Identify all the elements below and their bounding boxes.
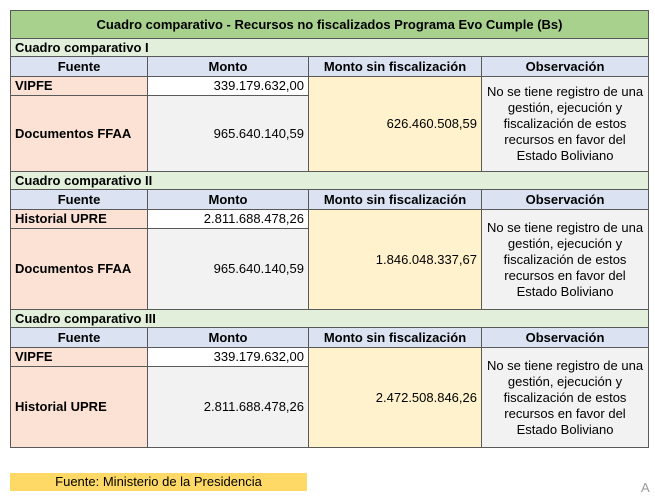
observation-cell: No se tiene registro de una gestión, ejecución y fiscalización de estos recursos en favor del Estado Boliviano bbox=[482, 348, 649, 448]
section-title: Cuadro comparativo II bbox=[11, 172, 649, 190]
header-monto: Monto bbox=[148, 190, 309, 210]
source-cell: Documentos FFAA bbox=[11, 96, 148, 172]
header-monto-sin-fiscalizacion: Monto sin fiscalización bbox=[309, 57, 482, 77]
unfiscalized-cell: 1.846.048.337,67 bbox=[309, 210, 482, 310]
header-monto: Monto bbox=[148, 328, 309, 348]
table-row bbox=[11, 210, 649, 229]
observation-cell: No se tiene registro de una gestión, ejecución y fiscalización de estos recursos en favor del Estado Boliviano bbox=[482, 77, 649, 172]
section-row bbox=[11, 39, 649, 57]
header-monto: Monto bbox=[148, 57, 309, 77]
section-row bbox=[11, 172, 649, 190]
title-row bbox=[11, 11, 649, 39]
header-row bbox=[11, 328, 649, 348]
table-title: Cuadro comparativo - Recursos no fiscalizados Programa Evo Cumple (Bs) bbox=[11, 11, 649, 39]
amount-cell: 965.640.140,59 bbox=[148, 96, 309, 172]
amount-cell: 339.179.632,00 bbox=[148, 77, 309, 96]
header-observacion: Observación bbox=[482, 328, 649, 348]
source-cell: VIPFE bbox=[11, 77, 148, 96]
source-cell: Historial UPRE bbox=[11, 210, 148, 229]
header-fuente: Fuente bbox=[11, 328, 148, 348]
resize-grip-icon[interactable]: A bbox=[641, 480, 650, 495]
header-fuente: Fuente bbox=[11, 190, 148, 210]
header-fuente: Fuente bbox=[11, 57, 148, 77]
observation-cell: No se tiene registro de una gestión, ejecución y fiscalización de estos recursos en favor del Estado Boliviano bbox=[482, 210, 649, 310]
header-observacion: Observación bbox=[482, 190, 649, 210]
comparison-table-container bbox=[10, 10, 648, 448]
amount-cell: 2.811.688.478,26 bbox=[148, 367, 309, 448]
header-row bbox=[11, 57, 649, 77]
amount-cell: 965.640.140,59 bbox=[148, 229, 309, 310]
header-monto-sin-fiscalizacion: Monto sin fiscalización bbox=[309, 328, 482, 348]
source-note: Fuente: Ministerio de la Presidencia bbox=[10, 473, 307, 491]
unfiscalized-cell: 626.460.508,59 bbox=[309, 77, 482, 172]
table-row bbox=[11, 77, 649, 96]
table-row bbox=[11, 348, 649, 367]
source-cell: Documentos FFAA bbox=[11, 229, 148, 310]
section-row bbox=[11, 310, 649, 328]
source-cell: Historial UPRE bbox=[11, 367, 148, 448]
header-monto-sin-fiscalizacion: Monto sin fiscalización bbox=[309, 190, 482, 210]
header-row bbox=[11, 190, 649, 210]
amount-cell: 2.811.688.478,26 bbox=[148, 210, 309, 229]
unfiscalized-cell: 2.472.508.846,26 bbox=[309, 348, 482, 448]
section-title: Cuadro comparativo III bbox=[11, 310, 649, 328]
header-observacion: Observación bbox=[482, 57, 649, 77]
section-title: Cuadro comparativo I bbox=[11, 39, 649, 57]
source-cell: VIPFE bbox=[11, 348, 148, 367]
amount-cell: 339.179.632,00 bbox=[148, 348, 309, 367]
comparison-table bbox=[10, 10, 649, 448]
